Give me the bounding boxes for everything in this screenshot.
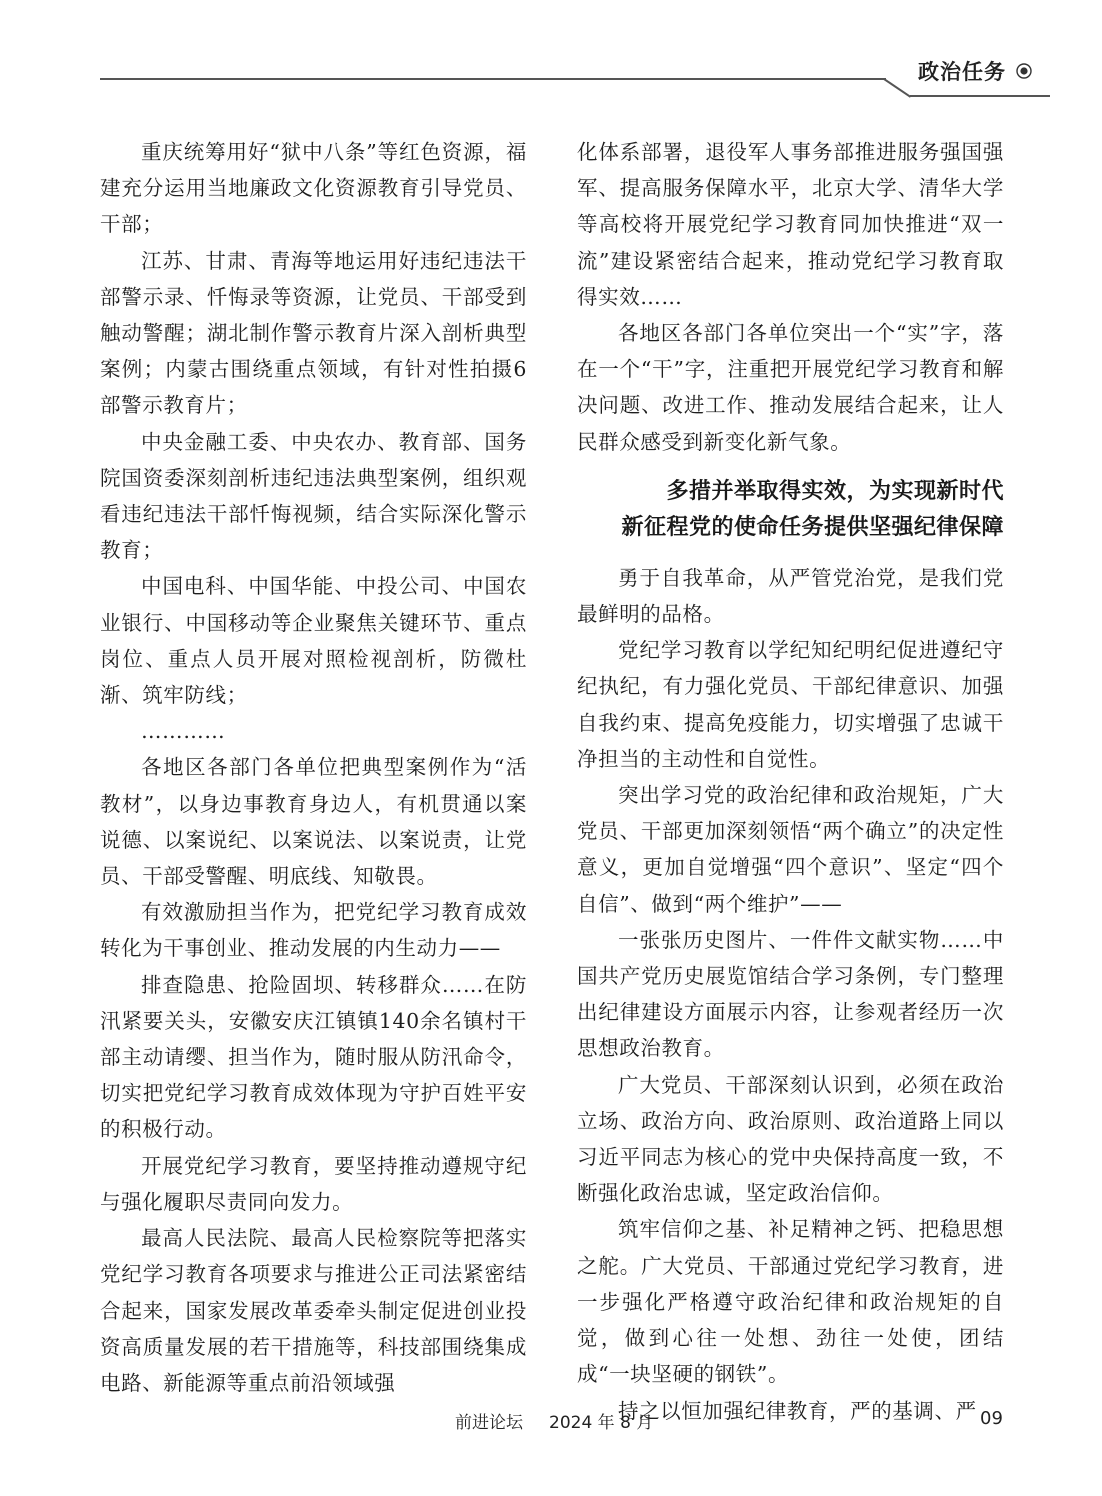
paragraph: 各地区各部门各单位突出一个“实”字，落在一个“干”字，注重把开展党纪学习教育和解决问题、改进工作、推动发展结合起来，让人民群众感受到新变化新气象。 <box>577 321 1004 454</box>
paragraph: 党纪学习教育以学纪知纪明纪促进遵纪守纪执纪，有力强化党员、干部纪律意识、加强自我约束、提高免疫能力，切实增强了忠诚干净担当的主动性和自觉性。 <box>577 638 1004 771</box>
header-rule-slant <box>883 78 911 98</box>
right-column <box>577 134 1004 1429</box>
paragraph: 筑牢信仰之基、补足精神之钙、把稳思想之舵。广大党员、干部通过党纪学习教育，进一步强化严格遵守政治纪律和政治规矩的自觉，做到心往一处想、劲往一处使，团结成“一块坚硬的钢铁”。 <box>577 1217 1004 1387</box>
page-number: 09 <box>980 1408 1003 1429</box>
heading-line: 新征程党的使命任务提供坚强纪律保障 <box>621 514 1004 540</box>
header-rule <box>100 78 886 80</box>
paragraph: 中央金融工委、中央农办、教育部、国务院国资委深刻剖析违纪违法典型案例，组织观看违纪违法干部忏悔视频，结合实际深化警示教育； <box>100 429 527 563</box>
paragraph: 勇于自我革命，从严管党治党，是我们党最鲜明的品格。 <box>577 565 1004 627</box>
paragraph: 一张张历史图片、一件件文献实物……中国共产党历史展览馆结合学习条例，专门整理出纪律建设方面展示内容，让参观者经历一次思想政治教育。 <box>577 927 1004 1061</box>
ellipsis-paragraph: ………… <box>141 719 226 744</box>
section-title: 政治任务 <box>918 59 1006 84</box>
paragraph: 有效激励担当作为，把党纪学习教育成效转化为干事创业、推动发展的内生动力—— <box>100 900 527 961</box>
heading-line: 多措并举取得实效，为实现新时代 <box>666 478 1004 504</box>
paragraph: 重庆统筹用好“狱中八条”等红色资源，福建充分运用当地廉政文化资源教育引导党员、干部； <box>100 140 527 237</box>
paragraph: 排查隐患、抢险固坝、转移群众……在防汛紧要关头，安徽安庆江镇镇140余名镇村干部主动请缨、担当作为，随时服从防汛命令，切实把党纪学习教育成效体现为守护百姓平安的积极行动。 <box>100 972 527 1142</box>
paragraph: 持之以恒加强纪律教育，严的基调、严 <box>618 1398 977 1423</box>
paragraph: 各地区各部门各单位把典型案例作为“活教材”，以身边事教育身边人，有机贯通以案说德、以案说纪、以案说法、以案说责，让党员、干部受警醒、明底线、知敬畏。 <box>100 755 527 889</box>
paragraph-continuation: 化体系部署，退役军人事务部推进服务强国强军、提高服务保障水平，北京大学、清华大学等高校将开展党纪学习教育同加快推进“双一流”建设紧密结合起来，推动党纪学习教育取得实效…… <box>577 140 1004 309</box>
header-rule-right <box>910 95 1050 97</box>
paragraph: 江苏、甘肃、青海等地运用好违纪违法干部警示录、忏悔录等资源，让党员、干部受到触动警醒；湖北制作警示教育片深入剖析典型案例；内蒙古围绕重点领域，有针对性拍摄6部警示教育片； <box>100 248 527 418</box>
paragraph: 中国电科、中国华能、中投公司、中国农业银行、中国移动等企业聚焦关键环节、重点岗位、重点人员开展对照检视剖析，防微杜渐、筑牢防线； <box>100 574 527 708</box>
paragraph: 突出学习党的政治纪律和政治规矩，广大党员、干部更加深刻领悟“两个确立”的决定性意义，更加自觉增强“四个意识”、坚定“四个自信”、做到“两个维护”—— <box>577 783 1004 916</box>
paragraph: 开展党纪学习教育，要坚持推动遵规守纪与强化履职尽责同向发力。 <box>100 1153 527 1214</box>
target-icon <box>1016 63 1032 79</box>
section-heading <box>577 474 1004 546</box>
paragraph: 最高人民法院、最高人民检察院等把落实党纪学习教育各项要求与推进公正司法紧密结合起来，国家发展改革委牵头制定促进创业投资高质量发展的若干措施等，科技部围绕集成电路、新能源等重点前沿领域强 <box>100 1226 527 1395</box>
footer-magazine-name: 前进论坛 <box>455 1413 523 1433</box>
footer-date: 2024 年 8 月 <box>549 1413 654 1433</box>
left-column <box>100 134 527 1401</box>
paragraph: 广大党员、干部深刻认识到，必须在政治立场、政治方向、政治原则、政治道路上同以习近平同志为核心的党中央保持高度一致，不断强化政治忠诚，坚定政治信仰。 <box>577 1072 1004 1206</box>
